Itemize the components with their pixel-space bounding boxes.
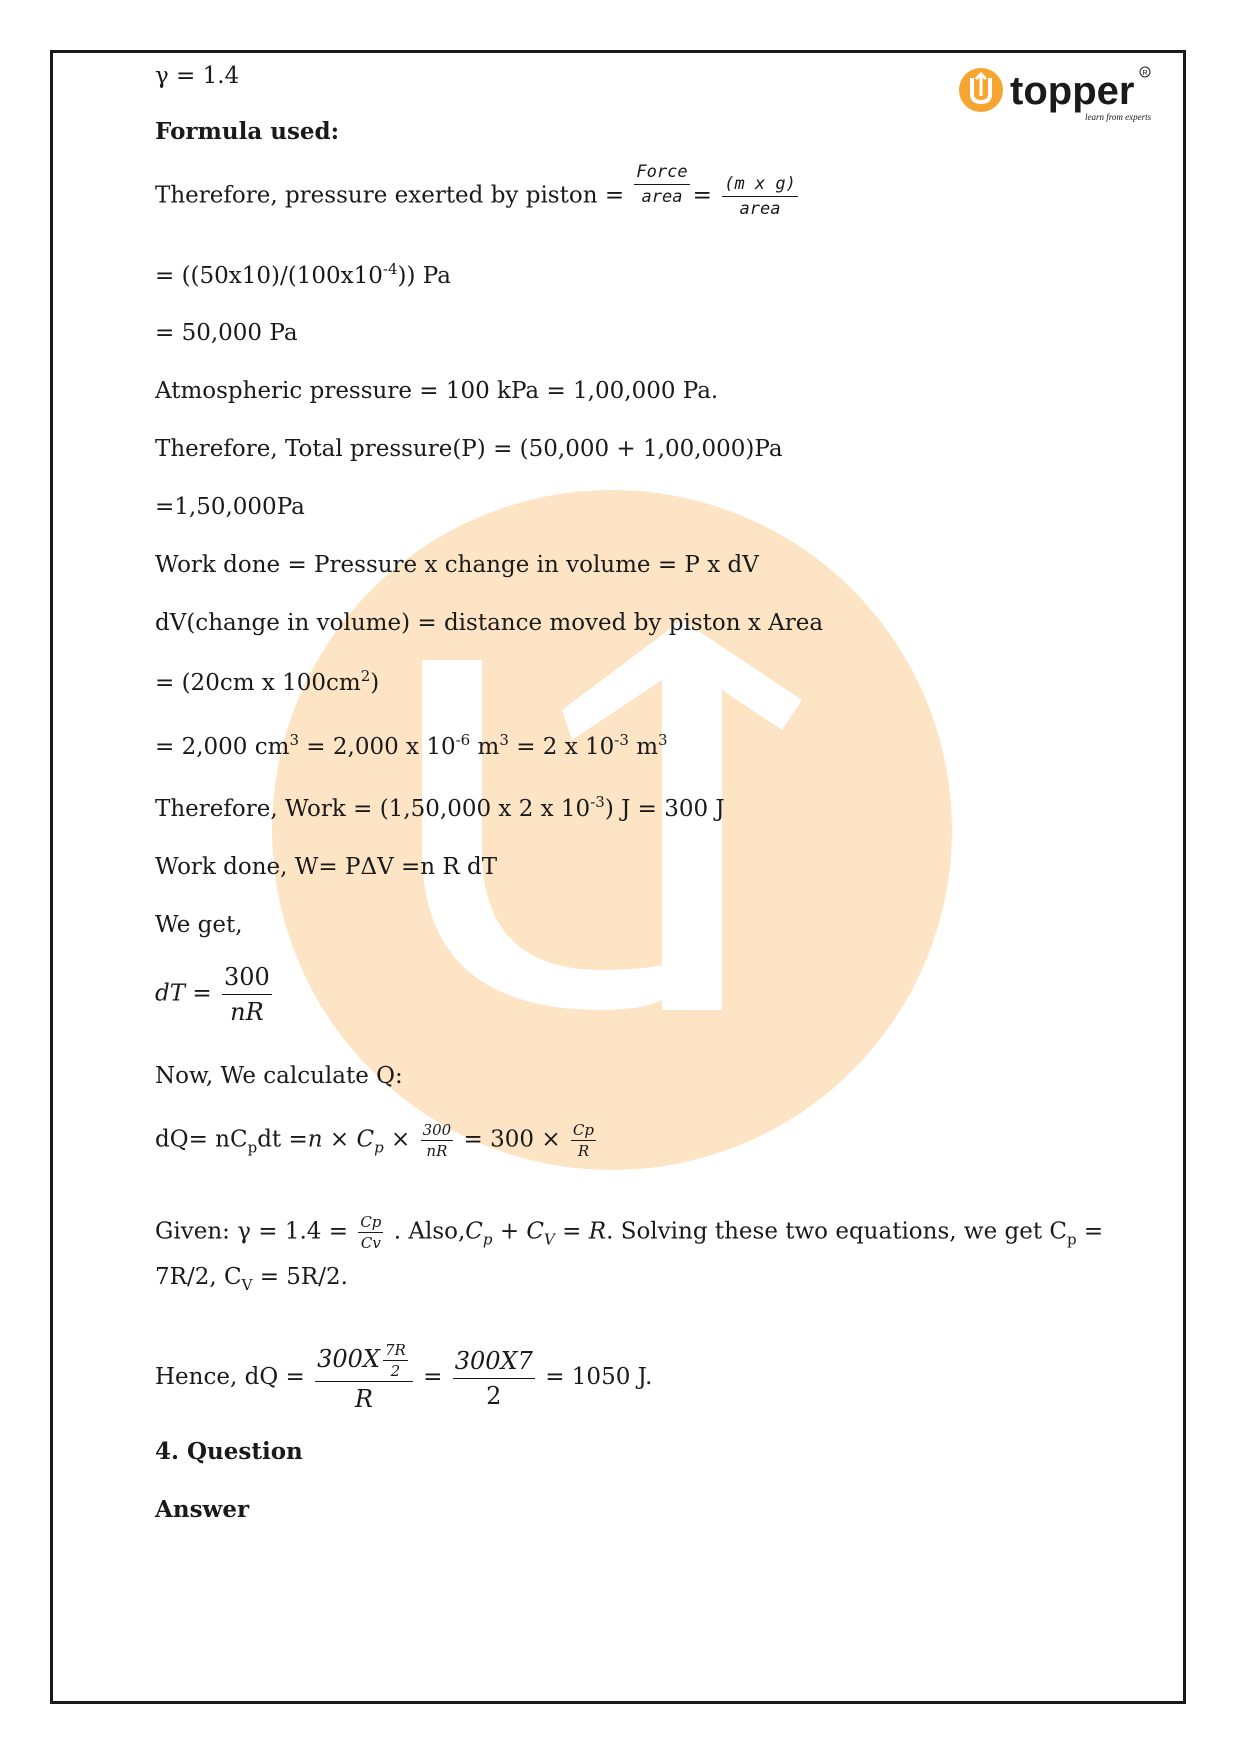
work-result: Therefore, Work = (1,50,000 x 2 x $10^{-3}$) J = 300 J [155, 793, 725, 822]
pressure-calc: = $((50x10)/(100x10^{-4}))$ Pa [155, 260, 451, 289]
we-get: We get, [155, 912, 243, 938]
answer-heading: Answer [155, 1496, 250, 1523]
pressure-result: = 50,000 Pa [155, 320, 298, 346]
calculate-q: Now, We calculate Q: [155, 1063, 403, 1089]
work-definition: Work done = Pressure x change in volume = P x dV [155, 552, 759, 578]
volume-conversion: = 2,000 $cm^3 = 2,000$ x $10^{-6}$ $m^3 = 2$ x $10^{-3}$ $m^3$ [155, 731, 668, 760]
work-equation: Work done, W= PΔV =n R dT [155, 854, 498, 880]
logo-wordmark: topper [1010, 69, 1135, 113]
pressure-formula: Therefore, pressure exerted by piston = $\frac{\text{Force}}{\text{area}}$ = $\frac{\text{(m x g)}}{\text{area}}$ [155, 162, 796, 219]
dq-equation: $dQ= nC_pdt =n \times C_p$ × $\frac{300}{nR}$ = 300 × $\frac{Cp}{R}$ [155, 1121, 595, 1160]
logo-tagline: learn from experts [1085, 112, 1152, 122]
svg-text:R: R [1142, 70, 1148, 77]
atmospheric-pressure: Atmospheric pressure = 100 kPa = 1,00,000 Pa. [155, 378, 719, 404]
total-pressure: Therefore, Total pressure(P) = (50,000 + 1,00,000)Pa [155, 436, 783, 462]
dt-equation: dT = $\frac{300}{nR}$ [155, 960, 275, 1029]
dv-definition: dV(change in volume) = distance moved by piston x Area [155, 610, 824, 636]
total-pressure-value: =1,50,000Pa [155, 494, 305, 520]
topper-logo [955, 62, 1155, 132]
given-equation: Given: γ = 1.4 = $\frac{Cp}{Cv}$ . $Also,C_p + C_V = R$. Solving these two equations, we get $C_p$ = [155, 1213, 1104, 1252]
given-result: 7R/2, $C_V = 5R/2$. [155, 1264, 348, 1294]
hence-equation: Hence, dQ = 300X $\frac{7R}{2}$ R = $\frac{300X7}{2}$ = 1050 J. [155, 1341, 653, 1413]
formula-heading: Formula used: [155, 118, 340, 145]
gamma-value: γ = 1.4 [155, 63, 240, 89]
question-heading: 4. Question [155, 1438, 303, 1465]
dv-calc: = (20cm x $100cm^2$) [155, 667, 380, 696]
